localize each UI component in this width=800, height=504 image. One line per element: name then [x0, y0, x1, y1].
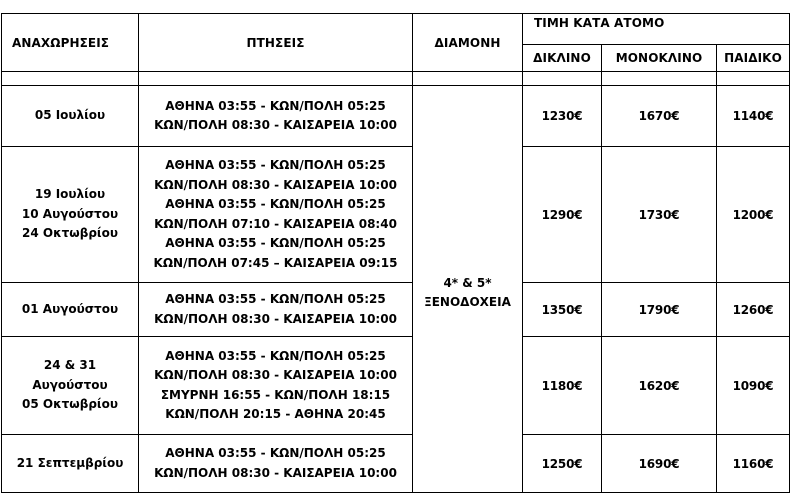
stay-header: ΔΙΑΜΟΝΗ — [413, 14, 523, 72]
child-price: 1090€ — [717, 337, 790, 435]
flights-cell — [139, 86, 413, 147]
single-price: 1790€ — [602, 283, 717, 337]
flights-cell — [139, 337, 413, 435]
table-row — [2, 147, 790, 283]
flight-segment: ΑΘΗΝΑ 03:55 - ΚΩΝ/ΠΟΛΗ 05:25 — [165, 236, 386, 250]
departure-date: 05 Οκτωβρίου — [22, 397, 118, 412]
gap-cell — [717, 72, 790, 86]
departure-dates-cell — [2, 147, 139, 283]
child-price: 1200€ — [717, 147, 790, 283]
stay-cell — [413, 86, 523, 493]
flight-segment: ΚΩΝ/ΠΟΛΗ 20:15 - ΑΘΗΝΑ 20:45 — [165, 407, 386, 421]
departure-dates-cell — [2, 283, 139, 337]
flight-segment: ΑΘΗΝΑ 03:55 - ΚΩΝ/ΠΟΛΗ 05:25 — [165, 197, 386, 211]
gap-cell — [2, 72, 139, 86]
flights-cell — [139, 435, 413, 493]
table-row — [2, 435, 790, 493]
flight-segment: ΑΘΗΝΑ 03:55 - ΚΩΝ/ΠΟΛΗ 05:25 — [165, 98, 386, 113]
departure-dates-cell — [2, 435, 139, 493]
gap-cell — [413, 72, 523, 86]
flight-segment: ΚΩΝ/ΠΟΛΗ 08:30 - ΚΑΙΣΑΡΕΙΑ 10:00 — [154, 177, 397, 192]
double-room-header: ΔΙΚΛΙΝΟ — [523, 45, 602, 72]
flight-segment: ΚΩΝ/ΠΟΛΗ 07:10 - ΚΑΙΣΑΡΕΙΑ 08:40 — [154, 216, 397, 231]
single-price: 1690€ — [602, 435, 717, 493]
flights-cell — [139, 147, 413, 283]
departure-date: 24 Οκτωβρίου — [22, 226, 118, 241]
single-price: 1730€ — [602, 147, 717, 283]
child-price-header: ΠΑΙΔΙΚΟ — [717, 45, 790, 72]
single-price: 1670€ — [602, 86, 717, 147]
departure-dates-cell — [2, 337, 139, 435]
table-row — [2, 337, 790, 435]
departure-dates-cell — [2, 86, 139, 147]
departure-date: 24 & 31 — [43, 358, 97, 373]
departure-date: 21 Σεπτεμβρίου — [16, 455, 124, 470]
stay-line2: ΞΕΝΟΔΟΧΕΙΑ — [424, 295, 511, 309]
price-per-person-header: ΤΙΜΗ ΚΑΤΑ ΑΤΟΜΟ — [523, 14, 790, 45]
flights-header: ΠΤΗΣΕΙΣ — [139, 14, 413, 72]
flight-segment: ΣΜΥΡΝΗ 16:55 - ΚΩΝ/ΠΟΛΗ 18:15 — [160, 387, 391, 402]
flights-cell — [139, 283, 413, 337]
double-price: 1250€ — [523, 435, 602, 493]
child-price: 1160€ — [717, 435, 790, 493]
departure-date: 01 Αυγούστου — [21, 301, 119, 316]
departure-date: 05 Ιουλίου — [34, 108, 106, 123]
double-price: 1180€ — [523, 337, 602, 435]
child-price: 1260€ — [717, 283, 790, 337]
departure-date: 10 Αυγούστου — [21, 206, 119, 221]
header-gap-row — [2, 72, 790, 86]
stay-line1: 4* & 5* — [443, 276, 492, 290]
gap-cell — [139, 72, 413, 86]
flight-segment: ΚΩΝ/ΠΟΛΗ 08:30 - ΚΑΙΣΑΡΕΙΑ 10:00 — [154, 465, 397, 480]
departures-header: ΑΝΑΧΩΡΗΣΕΙΣ — [2, 14, 139, 72]
gap-cell — [523, 72, 602, 86]
flight-segment: ΚΩΝ/ΠΟΛΗ 08:30 - ΚΑΙΣΑΡΕΙΑ 10:00 — [154, 368, 397, 382]
departure-date: Αυγούστου — [32, 377, 108, 392]
double-price: 1230€ — [523, 86, 602, 147]
flight-segment: ΑΘΗΝΑ 03:55 - ΚΩΝ/ΠΟΛΗ 05:25 — [165, 446, 386, 460]
flight-segment: ΑΘΗΝΑ 03:55 - ΚΩΝ/ΠΟΛΗ 05:25 — [165, 158, 386, 172]
table-row — [2, 86, 790, 147]
departure-date: 19 Ιουλίου — [34, 187, 106, 202]
single-room-header: ΜΟΝΟΚΛΙΝΟ — [602, 45, 717, 72]
flight-segment: ΚΩΝ/ΠΟΛΗ 08:30 - ΚΑΙΣΑΡΕΙΑ 10:00 — [154, 118, 397, 132]
single-price: 1620€ — [602, 337, 717, 435]
double-price: 1290€ — [523, 147, 602, 283]
flight-segment: ΑΘΗΝΑ 03:55 - ΚΩΝ/ΠΟΛΗ 05:25 — [165, 348, 386, 363]
table-row — [2, 283, 790, 337]
flight-segment: ΑΘΗΝΑ 03:55 - ΚΩΝ/ΠΟΛΗ 05:25 — [165, 292, 386, 306]
flight-segment: ΚΩΝ/ΠΟΛΗ 08:30 - ΚΑΙΣΑΡΕΙΑ 10:00 — [154, 311, 397, 326]
header-row-top — [2, 14, 790, 45]
tour-price-table — [1, 13, 790, 493]
double-price: 1350€ — [523, 283, 602, 337]
flight-segment: ΚΩΝ/ΠΟΛΗ 07:45 – ΚΑΙΣΑΡΕΙΑ 09:15 — [153, 255, 398, 270]
child-price: 1140€ — [717, 86, 790, 147]
gap-cell — [602, 72, 717, 86]
